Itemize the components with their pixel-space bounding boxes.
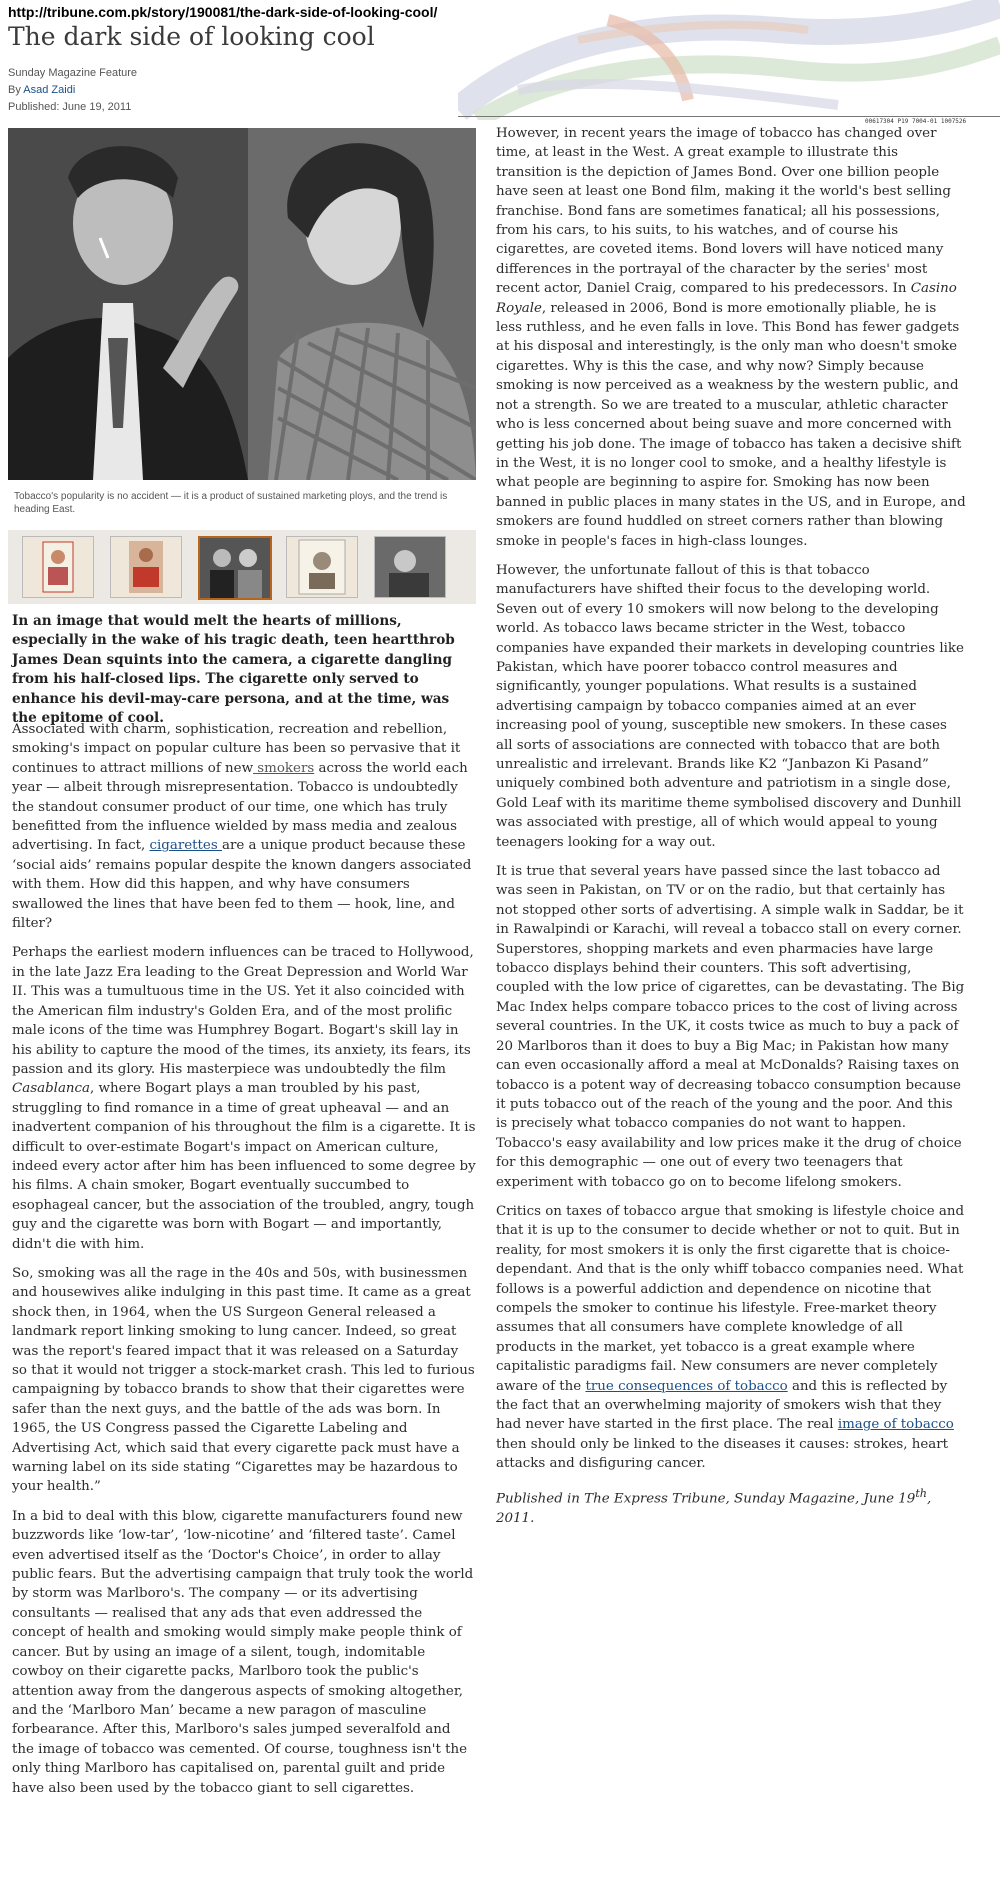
film-title-casino-royale: Casino Royale xyxy=(496,281,957,316)
author-link[interactable]: Asad Zaidi xyxy=(23,84,76,96)
paragraph-1 xyxy=(12,720,476,933)
photo-caption: Tobacco's popularity is no accident — it is a product of sustained marketing ploys, and the trend is heading East. xyxy=(14,491,448,515)
right-column xyxy=(496,124,966,1538)
publication-note-sup: th xyxy=(915,1486,927,1500)
image-of-tobacco-link[interactable]: image of tobacco xyxy=(837,1417,954,1433)
banner-code: 00617304 P19 7004-01 1007526 xyxy=(865,118,967,125)
paragraph-6: However, the unfortunate fallout of this is that tobacco manufacturers have shifted their focus to the developing world. Seven out of every 10 smokers will now belong to the developing world. As tobacco laws became stricter in the West, tobacco companies have expanded their markets in developing countries like Pakistan, which have poorer tobacco control measures and significantly, younger populations. What results is a sustained advertising campaign by tobacco companies aimed at an ever increasing pool of young, susceptible new smokers. In these cases all sorts of associations are connected with tobacco that are both unrealistic and irrelevant. Brands like K2 “Janbazon Ki Pasand” uniquely combined both adventure and patriotism in a single dose, Gold Leaf with its maritime theme symbolised discovery and Dunhill was associated with prestige, all of which would appeal to young teenagers looking for a way out. xyxy=(496,562,964,850)
paragraph-8 xyxy=(496,1202,966,1474)
banner-graphic xyxy=(458,0,1000,120)
cigarettes-link[interactable]: cigarettes xyxy=(149,838,222,854)
publication-note-year: , 2011. xyxy=(496,1491,932,1526)
paragraph-8-text-c: then should only be linked to the diseases it causes: strokes, heart attacks and disfiguring cancer. xyxy=(496,1436,949,1472)
thumbnail-3[interactable] xyxy=(198,536,272,600)
publication-note xyxy=(496,1484,966,1528)
paragraph-2 xyxy=(12,943,476,1254)
paragraph-5 xyxy=(496,124,966,551)
thumbnail-5[interactable] xyxy=(374,536,446,598)
film-title-casablanca: Casablanca xyxy=(12,1081,91,1097)
banner-rule xyxy=(458,116,1000,117)
paragraph-2-text-a: Perhaps the earliest modern influences can be traced to Hollywood, in the late Jazz Era leading to the Great Depression and World War II. This was a tumultuous time in the US. Yet it also coincided with the American film industry's Golden Era, and of the most prolific male icons of the time was Humphrey Bogart. Bogart's skill lay in his ability to capture the mood of the times, its anxiety, its fears, its passion and its glory. His masterpiece was undoubtedly the film xyxy=(12,945,474,1077)
paragraph-1-text-b: across the world each year — albeit through misrepresentation. Tobacco is undoubtedly the standout consumer product of our time, one which has truly benefitted from the influence wielded by mass media and zealous advertising. In fact, xyxy=(12,760,468,854)
article-title: The dark side of looking cool xyxy=(8,22,375,51)
article-section: Sunday Magazine Feature xyxy=(8,67,138,79)
paragraph-7: It is true that several years have passed since the last tobacco ad was seen in Pakistan, on TV or on the radio, but that certainly has not stopped other sorts of advertising. A simple walk in Saddar, be it in Rawalpindi or Karachi, will reveal a tobacco stall on every corner. Superstores, shopping markets and even pharmacies have large tobacco displays behind their counters. This soft advertising, coupled with the low price of cigarettes, can be devastating. The Big Mac Index helps compare tobacco prices to the cost of living across several countries. In the UK, it costs twice as much to buy a pack of 20 Marlboros than it does to buy a Big Mac; in Pakistan how many can even occasionally afford a meal at McDonalds? Raising taxes on tobacco is a potent way of decreasing tobacco consumption because it puts tobacco out of the reach of the young and the poor. And this is precisely what tobacco companies do not want to happen. Tobacco's easy availability and low prices make it the drug of choice for this demographic — one out of every two teenagers that experiment with tobacco go on to become lifelong smokers. xyxy=(496,864,965,1190)
paragraph-2-text-b: , where Bogart plays a man troubled by his past, struggling to find romance in a time of great upheaval — and an inadvertent companion of his throughout the film is a cigarette. It is difficult to over-estimate Bogart's impact on American culture, indeed every actor after him has been influenced to some degree by his films. A chain smoker, Bogart eventually succumbed to esophageal cancer, but the association of the troubled, angry, tough guy and the cigarette was born with Bogart — and importantly, didn't die with him. xyxy=(12,1081,476,1252)
smokers-link[interactable]: smokers xyxy=(253,760,315,776)
bogart-bacall-photo xyxy=(8,128,476,480)
published-date: Published: June 19, 2011 xyxy=(8,101,132,113)
paragraph-5-text-a: However, in recent years the image of tobacco has changed over time, at least in the West. A great example to illustrate this transition is the depiction of James Bond. Over one billion people have seen at least one Bond film, making it the world's best selling franchise. Bond fans are sometimes fanatical; all his possessions, from his cars, to his suits, to his watches, and of course his cigarettes, are coveted items. Bond lovers will have noticed many differences in the portrayal of the character by the series' most recent actor, Daniel Craig, compared to his predecessors. In xyxy=(496,126,951,297)
thumbnail-4[interactable] xyxy=(286,536,358,598)
paragraph-8-text-a: Critics on taxes of tobacco argue that smoking is lifestyle choice and that it is up to the consumer to decide whether or not to quit. But in reality, for most smokers it is only the first cigarette that is choice-dependant. And that is the only whiff tobacco companies need. What follows is a powerful addiction and dependence on nicotine that compels the smoker to continue his lifestyle. Free-market theory assumes that all consumers have complete knowledge of all products in the market, yet tobacco is a great example where capitalistic paradigms fail. New consumers are never completely aware of the xyxy=(496,1203,965,1394)
thumbnail-2[interactable] xyxy=(110,536,182,598)
true-consequences-link[interactable]: true consequences of tobacco xyxy=(585,1378,788,1394)
byline xyxy=(8,84,75,96)
thumbnail-1[interactable] xyxy=(22,536,94,598)
paragraph-3: So, smoking was all the rage in the 40s and 50s, with businessmen and housewives alike indulging in this past time. It came as a great shock then, in 1964, when the US Surgeon General released a landmark report linking smoking to lung cancer. Indeed, so great was the report's feared impact that it was released on a Saturday so that it would not trigger a stock-market crash. This led to furious campaigning by tobacco brands to show that their cigarettes were safer than the next guys, and the battle of the ads was born. In 1965, the US Congress passed the Cigarette Labeling and Advertising Act, which said that every cigarette pack must have a warning label on its side stating “Cigarettes may be hazardous to your health.” xyxy=(12,1265,475,1495)
page-url: http://tribune.com.pk/story/190081/the-dark-side-of-looking-cool/ xyxy=(8,4,438,20)
paragraph-8-text-b: and this is reflected by the fact that an overwhelming majority of smokers wish that they had never have started in the first place. The real xyxy=(496,1378,948,1433)
paragraph-5-text-b: , released in 2006, Bond is more emotionally pliable, he is less ruthless, and he even falls in love. This Bond has fewer gadgets at his disposal and interestingly, is the only man who doesn't smoke cigarettes. Why is this the case, and why now? Simply because smoking is now perceived as a weakness by the western public, and not a strength. So we are treated to a muscular, athletic character who is less concerned about being suave and more concerned with getting his job done. The image of tobacco has taken a decisive shift in the West, it is no longer cool to smoke, and a healthy lifestyle is what people are beginning to aspire for. Smoking has now been banned in public places in many states in the US, and in Europe, and smokers are found huddled on street corners rather than blowing smoke in people's faces in high-class lounges. xyxy=(496,300,966,549)
left-column xyxy=(12,720,476,1808)
byline-prefix: By xyxy=(8,84,24,96)
publication-note-text: Published in The Express Tribune, Sunday Magazine, June 19 xyxy=(496,1491,916,1507)
article-lead: In an image that would melt the hearts of millions, especially in the wake of his tragic death, teen heartthrob James Dean squints into the camera, a cigarette dangling from his half-closed lips. The cigarette only served to enhance his devil-may-care persona, and at the time, was the epitome of cool. xyxy=(12,613,455,727)
paragraph-1-text-c: are a unique product because these ‘social aids’ remains popular despite the known dangers associated with them. How did this happen, and why have consumers swallowed the lines that have been fed to them — hook, line, and filter? xyxy=(12,838,472,932)
paragraph-4: In a bid to deal with this blow, cigarette manufacturers found new buzzwords like ‘low-tar’, ‘low-nicotine’ and ‘filtered taste’. Camel even advertised itself as the ‘Doctor's Choice’, in order to allay public fears. But the advertising campaign that truly took the world by storm was Marlboro's. The company — or its advertising consultants — realised that any ads that even addressed the concept of health and smoking would simply make people think of cancer. But by using an image of a silent, tough, indomitable cowboy on their cigarette packs, Marlboro took the public's attention away from the dangerous aspects of smoking altogether, and the ‘Marlboro Man’ became a new paragon of masculine forbearance. After this, Marlboro's sales jumped severalfold and the image of tobacco was cemented. Of course, toughness isn't the only thing Marlboro has capitalised on, parental guilt and pride have also been used by the tobacco giant to sell cigarettes. xyxy=(12,1508,474,1796)
thumbnail-strip xyxy=(8,530,476,604)
paragraph-1-text-a: Associated with charm, sophistication, recreation and rebellion, smoking's impact on popular culture has been so pervasive that it continues to attract millions of new xyxy=(12,722,461,776)
